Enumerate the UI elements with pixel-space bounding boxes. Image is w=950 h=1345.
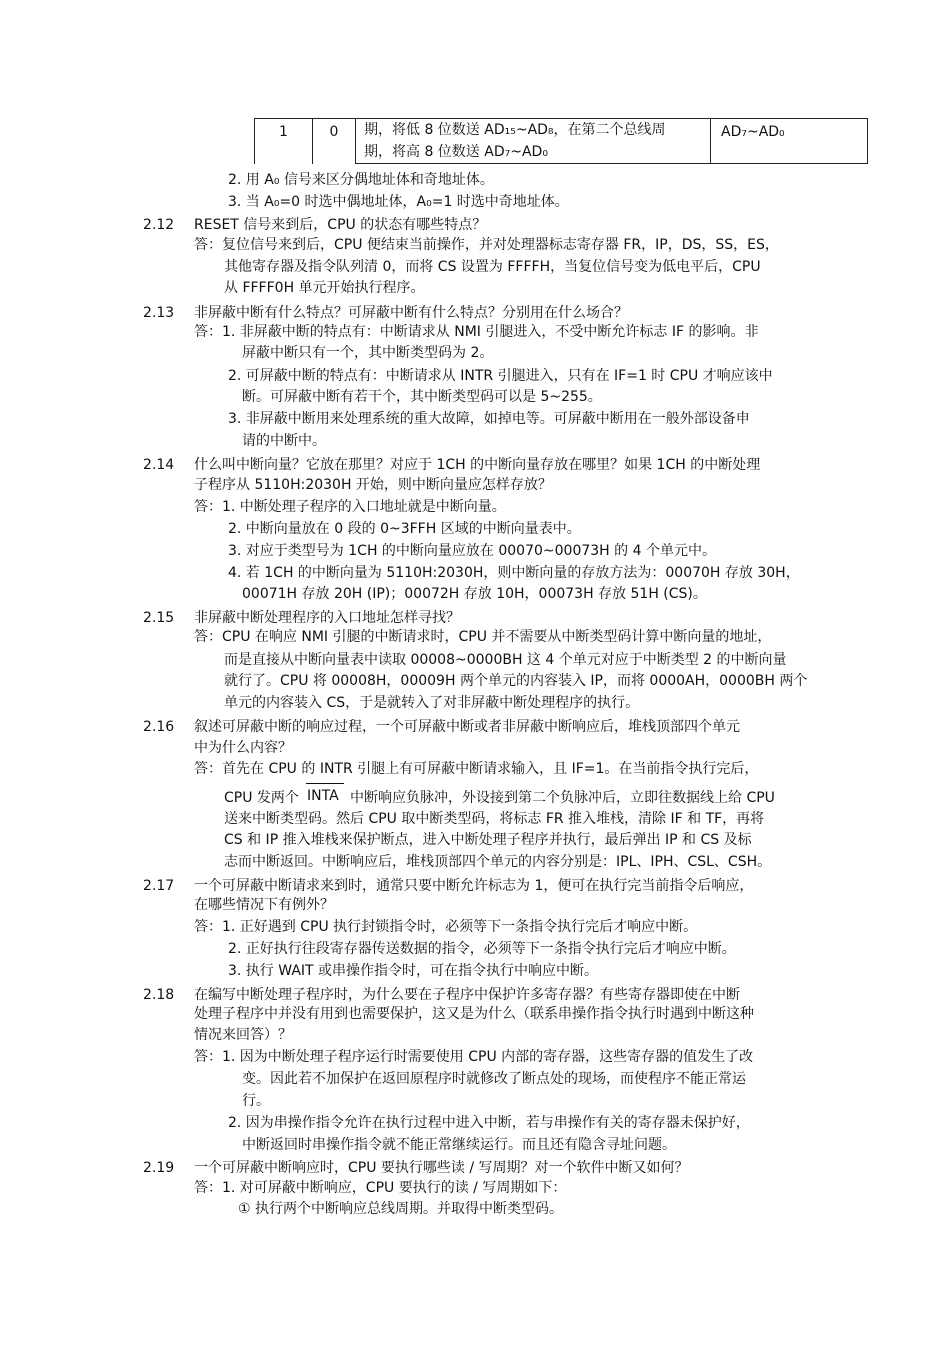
- answer-text: CS 和 IP 推入堆栈来保护断点，进入中断处理子程序并执行，最后弹出 IP 和 CS 及标: [224, 832, 752, 848]
- question-text: 处理子程序中并没有用到也需要保护，这又是为什么（联系串操作指令执行时遇到中断这种: [194, 1006, 754, 1022]
- table-row: [255, 119, 868, 164]
- question-number: 2.15: [143, 610, 175, 626]
- question-text: 一个可屏蔽中断响应时，CPU 要执行哪些读 / 写周期？对一个软件中断又如何？: [194, 1160, 689, 1176]
- text-line: 3. 当 A₀=0 时选中偶地址体，A₀=1 时选中奇地址体。: [228, 194, 569, 210]
- question-text: 什么叫中断向量？它放在那里？对应于 1CH 的中断向量存放在哪里？如果 1CH 的中断处理: [194, 457, 761, 473]
- answer-text: 屏蔽中断只有一个，其中断类型码为 2。: [242, 345, 494, 361]
- question-text: 情况来回答）？: [194, 1027, 292, 1043]
- answer-text: 4. 若 1CH 的中断向量为 5110H:2030H，则中断向量的存放方法为：00070H 存放 30H，: [228, 565, 800, 581]
- answer-text: 志而中断返回。中断响应后，堆栈顶部四个单元的内容分别是：IPL、IPH、CSL、CSH。: [224, 854, 772, 870]
- table-cell: 1: [255, 119, 313, 164]
- answer-text: 2. 因为串操作指令允许在执行过程中进入中断，若与串操作有关的寄存器未保护好，: [228, 1115, 750, 1131]
- answer-text: 就行了。CPU 将 00008H，00009H 两个单元的内容装入 IP，而将 0000AH，0000BH 两个: [224, 673, 808, 689]
- text-line: 2. 用 A₀ 信号来区分偶地址体和奇地址体。: [228, 172, 494, 188]
- answer-text: 其他寄存器及指令队列清 0，而将 CS 设置为 FFFFH，当复位信号变为低电平后，CPU: [224, 259, 761, 275]
- question-text: 叙述可屏蔽中断的响应过程，一个可屏蔽中断或者非屏蔽中断响应后，堆栈顶部四个单元: [194, 719, 740, 735]
- answer-text: 送来中断类型码。然后 CPU 取中断类型码，将标志 FR 推入堆栈，清除 IF 和 TF，再将: [224, 811, 765, 827]
- answer-text: 2. 中断向量放在 0 段的 0~3FFH 区域的中断向量表中。: [228, 521, 581, 537]
- answer-text: 3. 执行 WAIT 或串操作指令时，可在指令执行中响应中断。: [228, 963, 599, 979]
- answer-text: 而是直接从中断向量表中读取 00008~0000BH 这 4 个单元对应于中断类型 2 的中断向量: [224, 652, 787, 668]
- answer-text: 行。: [242, 1093, 270, 1109]
- answer-text: 从 FFFF0H 单元开始执行程序。: [224, 280, 425, 296]
- answer-text: 中断响应负脉冲，外设接到第二个负脉冲后，立即往数据线上给 CPU: [350, 790, 775, 806]
- inta-signal-label: INTA: [307, 788, 339, 804]
- question-number: 2.14: [143, 457, 175, 473]
- answer-text: 2. 正好执行往段寄存器传送数据的指令，必须等下一条指令执行完后才响应中断。: [228, 941, 736, 957]
- question-number: 2.19: [143, 1160, 175, 1176]
- question-text: 在编写中断处理子程序时，为什么要在子程序中保护许多寄存器？有些寄存器即使在中断: [194, 987, 740, 1003]
- answer-text: 变。因此若不加保护在返回原程序时就修改了断点处的现场，而使程序不能正常运: [242, 1071, 746, 1087]
- answer-text: 答：1. 中断处理子程序的入口地址就是中断向量。: [194, 499, 506, 515]
- answer-text: 答：1. 因为中断处理子程序运行时需要使用 CPU 内部的寄存器，这些寄存器的值发生了改: [194, 1049, 754, 1065]
- answer-text: 答：首先在 CPU 的 INTR 引腿上有可屏蔽中断请求输入，且 IF=1。在当前指令执行完后，: [194, 761, 759, 777]
- bus-cycle-table-fragment: [254, 118, 868, 164]
- answer-text: 3. 对应于类型号为 1CH 的中断向量应放在 00070~00073H 的 4 个单元中。: [228, 543, 716, 559]
- question-text: 在哪些情况下有例外？: [194, 897, 334, 913]
- answer-text: 请的中断中。: [242, 433, 326, 449]
- question-number: 2.18: [143, 987, 175, 1003]
- answer-text: 00071H 存放 20H (IP)；00072H 存放 10H，00073H 存放 51H (CS)。: [242, 586, 707, 602]
- answer-text: CPU 发两个: [224, 790, 299, 806]
- inta-overline: [306, 783, 344, 784]
- answer-text: 中断返回时串操作指令就不能正常继续运行。而且还有隐含寻址问题。: [242, 1137, 676, 1153]
- question-number: 2.13: [143, 305, 175, 321]
- answer-text: 答：1. 非屏蔽中断的特点有：中断请求从 NMI 引腿进入，不受中断允许标志 IF 的影响。非: [194, 324, 759, 340]
- question-text: 子程序从 5110H:2030H 开始，则中断向量应怎样存放？: [194, 477, 552, 493]
- table-cell-line: 期，将低 8 位数送 AD₁₅~AD₈，在第二个总线周: [364, 122, 666, 138]
- table-cell: 0: [313, 119, 356, 164]
- answer-text: 单元的内容装入 CS，于是就转入了对非屏蔽中断处理程序的执行。: [224, 695, 640, 711]
- question-number: 2.16: [143, 719, 175, 735]
- question-text: 中为什么内容？: [194, 740, 292, 756]
- question-text: 非屏蔽中断处理程序的入口地址怎样寻找？: [194, 610, 460, 626]
- question-text: 非屏蔽中断有什么特点？可屏蔽中断有什么特点？分别用在什么场合？: [194, 305, 628, 321]
- answer-text: 答：复位信号来到后，CPU 便结束当前操作，并对处理器标志寄存器 FR，IP，DS，SS，ES，: [194, 237, 779, 253]
- question-number: 2.17: [143, 878, 175, 894]
- question-number: 2.12: [143, 217, 175, 233]
- table-cell: [356, 119, 711, 164]
- answer-text: 3. 非屏蔽中断用来处理系统的重大故障，如掉电等。可屏蔽中断用在一般外部设备申: [228, 411, 750, 427]
- answer-text: 2. 可屏蔽中断的特点有：中断请求从 INTR 引腿进入，只有在 IF=1 时 CPU 才响应该中: [228, 368, 773, 384]
- question-text: RESET 信号来到后，CPU 的状态有哪些特点？: [194, 217, 487, 233]
- answer-text: ① 执行两个中断响应总线周期。并取得中断类型码。: [238, 1201, 563, 1217]
- answer-text: 答：1. 正好遇到 CPU 执行封锁指令时，必须等下一条指令执行完后才响应中断。: [194, 919, 698, 935]
- answer-text: 断。可屏蔽中断有若干个，其中断类型码可以是 5~255。: [242, 389, 602, 405]
- question-text: 一个可屏蔽中断请求来到时，通常只要中断允许标志为 1，便可在执行完当前指令后响应，: [194, 878, 754, 894]
- answer-text: 答：CPU 在响应 NMI 引腿的中断请求时，CPU 并不需要从中断类型码计算中断向量的地址，: [194, 629, 772, 645]
- table-cell-line: 期，将高 8 位数送 AD₇~AD₀: [364, 144, 548, 160]
- table-cell: AD₇~AD₀: [711, 119, 868, 164]
- answer-text: 答：1. 对可屏蔽中断响应，CPU 要执行的读 / 写周期如下：: [194, 1180, 567, 1196]
